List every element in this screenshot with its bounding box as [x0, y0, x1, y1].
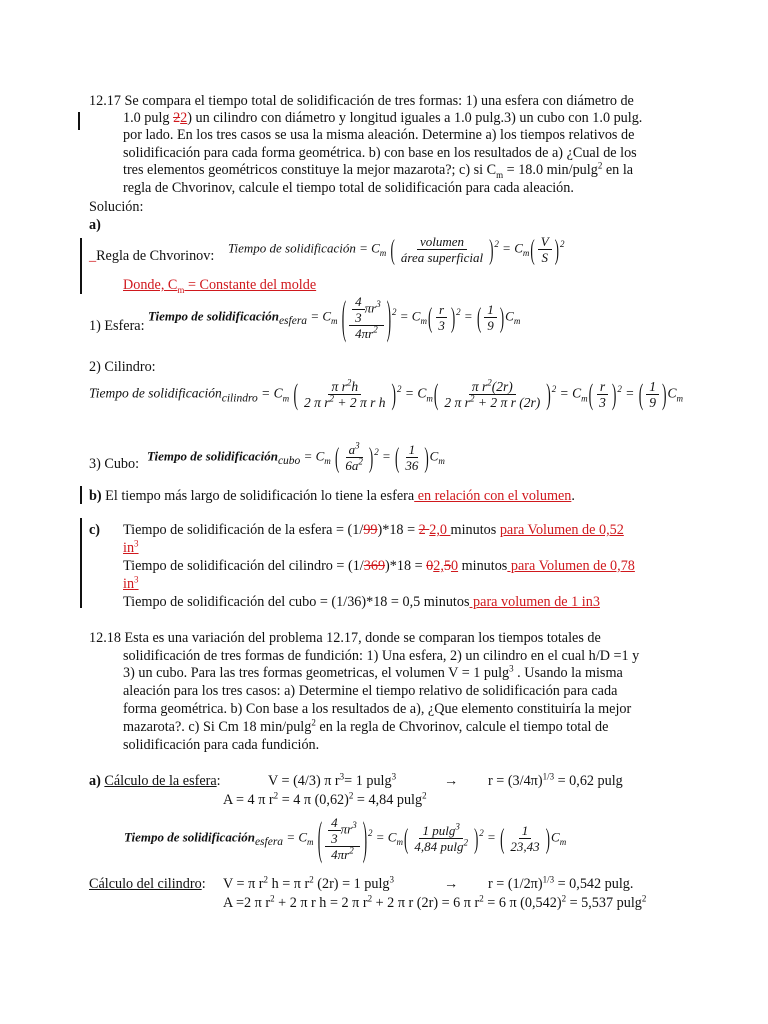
p1217-line1: 12.17 Se compara el tiempo total de solidificación de tres formas: 1) una esfera con diámetro de	[89, 93, 634, 109]
c-cilindro-unit: $in^3$	[123, 574, 139, 592]
c-esfera-unit: $in^3$	[123, 538, 139, 556]
esfera-equation: Tiempo de solidificación$_{esfera}$ = $C_m$ ( $\frac{4}{3}$ $\pi r^3$ $4\pi r^2$ )$^2 = C_m$( $\frac{r}{3}$ )$^2$ = ( $\frac{1}{9}$ )$C_m$	[148, 288, 521, 343]
esfera-volume: V = (4/3) π $r^3= 1$ pulg$^3$	[268, 771, 397, 789]
p1218-line1: 12.18 Esta es una variación del problema 12.17, donde se comparan los tiempos totales de	[89, 630, 601, 646]
p1217-line3: por lado. En los tres casos se usa la misma aleación. Determine a) los tiempos relativos de	[123, 127, 635, 143]
cilindro-volume: V = π $r^2$ h = π $r^2$ (2r) = 1 pulg$^3$	[223, 874, 394, 892]
c-cilindro: Tiempo de solidificación del cilindro = (1/369)*18 = 02,50 minutos para Volumen de 0,78	[123, 558, 635, 574]
esfera-calc-heading: a) Cálculo de la esfera:	[89, 773, 221, 789]
part-a-label: a)	[89, 217, 101, 233]
solution-heading: Solución:	[89, 199, 144, 215]
revision-bar	[80, 518, 82, 608]
esfera-radius: $r = (3/4\pi)^{1/3} = 0,62$ pulg	[488, 771, 623, 789]
cilindro-area: A =2 π $r^2 + 2$ π r h = 2 π $r^2 + 2$ π r (2r) = 6 π $r^2 = 6$ π $(0,542)^2 = 5,537$ pulg$^2$	[223, 893, 647, 911]
esfera-label: 1) Esfera:	[89, 318, 145, 334]
p1218-line5: forma geométrica. b) Con base a los resultados de a), ¿Que elemento constituiría la mejor	[123, 701, 632, 717]
regla-label: _Regla de Chvorinov:	[89, 248, 215, 264]
revision-bar	[78, 112, 80, 130]
arrow-icon: →	[444, 773, 459, 789]
cilindro-equation: Tiempo de solidificación$_{cilindro}$ = $C_m$ ( $\frac{\pi r^2h}{2 \pi r^2 + 2 \pi r h}$ )$^2 = C_m$( $\frac{\pi r^2(2r)}{2 \pi r^2 + 2 \pi r (2r)}$ )$^2 = C_m$( $\frac{r}{3}$ )$^2$ = ( $\frac{1}{9}$ )$C_m$	[89, 376, 683, 410]
chvorinov-equation: Tiempo de solidificación = $C_m$ ( $\frac{\text{volumen}}{\text{área superficial}}$ )$^2 = C_m$( $\frac{V}{S}$ )$^2$	[228, 231, 565, 265]
p1218-line2: solidificación de tres formas de fundición: 1) Una esfera, 2) un cilindro en el cual h/D =1 y	[123, 648, 640, 664]
cubo-equation: Tiempo de solidificación$_{cubo}$ = $C_m$ ( $\frac{a^3}{6a^2}$ )$^2$ = ( $\frac{1}{36}$ )$C_m$	[147, 439, 445, 473]
p1217-line6: regla de Chvorinov, calcule el tiempo total de solidificación para cada aleación.	[123, 180, 574, 196]
cilindro-radius: $r = (1/2\pi)^{1/3} = 0,542$ pulg.	[488, 874, 634, 892]
revision-bar	[80, 486, 82, 504]
p1217-line5: tres elementos geométricos constituye la mejor mazarota?; c) si $C_m = 18.0$ min/pulg$^2$ en la	[123, 160, 634, 180]
revision-bar	[80, 238, 82, 294]
p1218-line3: 3) un cubo. Para las tres formas geometricas, el volumen V = 1 pulg$^3$ . Usando la misma	[123, 663, 623, 681]
p1218-line4: aleación para los tres casos: a) Determine el tiempo relativo de solidificación para cada	[123, 683, 618, 699]
cilindro-label: 2) Cilindro:	[89, 359, 156, 375]
c-esfera: Tiempo de solidificación de la esfera = (1/99)*18 = 2 2,0 minutos para Volumen de 0,52	[123, 522, 624, 538]
p1218-line6: mazarota?. c) Si Cm 18 min/pulg$^2$ en la regla de Chvorinov, calcule el tiempo total de	[123, 717, 609, 735]
cilindro-calc-heading: Cálculo del cilindro:	[89, 876, 206, 892]
arrow-icon: →	[444, 876, 459, 892]
p1218-line7: solidificación para cada fundición.	[123, 737, 320, 753]
p1217-line2: 1.0 pulg 22) un cilindro con diámetro y longitud iguales a 1.0 pulg.3) un cubo con 1.0 pulg.	[123, 110, 643, 126]
c-cubo: Tiempo de solidificación del cubo = (1/36)*18 = 0,5 minutos para volumen de 1 in3	[123, 594, 600, 610]
p1217-line4: solidificación para cada forma geométrica. b) con base en los resultados de a) ¿Cual de los	[123, 145, 637, 161]
part-b-answer: b) El tiempo más largo de solidificación lo tiene la esfera en relación con el volumen.	[89, 488, 575, 504]
esfera-area: A = 4 π $r^2 = 4$ π $(0,62)^2 = 4,84$ pulg$^2$	[223, 790, 427, 808]
part-c-label: c)	[89, 522, 101, 538]
esfera-ratio-equation: Tiempo de solidificación$_{esfera}$ = $C_m$ ( $\frac{4}{3}$ $\pi r^3$ $4\pi r^2$ )$^2 = C_m$( $\frac{1 pulg^3}{4,84 pulg^2}$ )$^2$ = ( $\frac{1}{23,43}$ )$C_m$	[124, 809, 567, 864]
donde-note: Donde, $C_m$ = Constante del molde	[123, 277, 317, 295]
cubo-label: 3) Cubo:	[89, 456, 140, 472]
